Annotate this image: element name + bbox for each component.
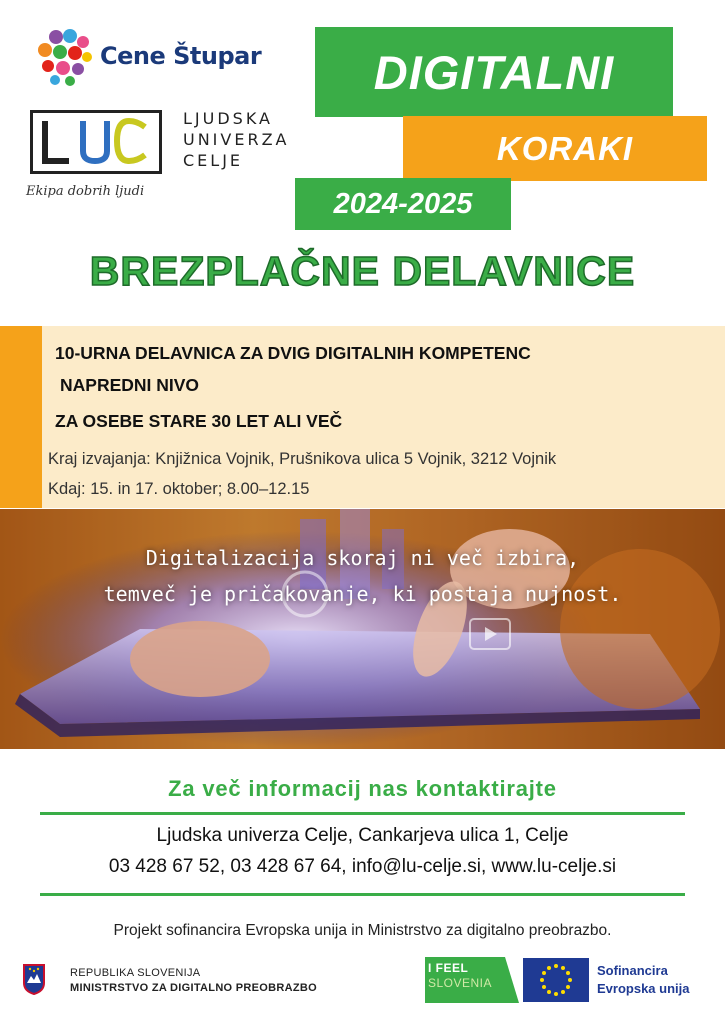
contact-divider-top	[40, 812, 685, 815]
eu-line-1: Sofinancira	[597, 963, 668, 978]
republika-label: REPUBLIKA SLOVENIJA	[70, 967, 201, 979]
eu-flag	[523, 958, 589, 1002]
luc-line-3: CELJE	[183, 151, 244, 170]
luc-line-2: UNIVERZA	[183, 130, 290, 149]
headline: BREZPLAČNE DELAVNICE	[89, 248, 636, 294]
luc-letters-icon	[33, 113, 159, 171]
photo-quote-line-1: Digitalizacija skoraj ni več izbira,	[145, 546, 580, 570]
eu-stars-icon	[523, 958, 589, 1002]
luc-name	[183, 108, 289, 171]
eu-line-2: Evropska unija	[597, 981, 690, 996]
ministrstvo-label: MINISTRSTVO ZA DIGITALNO PREOBRAZBO	[70, 982, 317, 994]
eu-cofinance-label	[597, 962, 689, 998]
ifeel-line-1: I FEEL	[428, 961, 469, 975]
cene-stupar-logo	[36, 28, 262, 86]
luc-logo	[30, 110, 162, 174]
info-line-2: NAPREDNI NIVO	[60, 375, 200, 395]
cofinance-note: Projekt sofinancira Evropska unija in Ministrstvo za digitalno preobrazbo.	[113, 922, 612, 939]
koraki-title: KORAKI	[496, 129, 634, 167]
cene-stupar-name: Cene Štupar	[100, 42, 262, 70]
info-line-3: ZA OSEBE STARE 30 LET ALI VEČ	[55, 411, 343, 431]
tablet-photo	[0, 509, 725, 749]
year-label: 2024-2025	[333, 187, 473, 220]
luc-line-1: LJUDSKA	[183, 109, 273, 128]
cene-stupar-dots-icon	[36, 28, 98, 86]
ifeel-line-2: SLOVENIA	[428, 976, 493, 990]
contact-address: Ljudska univerza Celje, Cankarjeva ulica 1, Celje	[156, 825, 569, 846]
digitalni-title: DIGITALNI	[373, 45, 615, 99]
info-band-accent	[0, 326, 42, 508]
contact-phones: 03 428 67 52, 03 428 67 64, info@lu-celje.si, www.lu-celje.si	[108, 856, 617, 877]
contact-divider-bottom	[40, 893, 685, 896]
info-when: Kdaj: 15. in 17. oktober; 8.00–12.15	[48, 480, 310, 498]
info-line-1: 10-URNA DELAVNICA ZA DVIG DIGITALNIH KOMPETENC	[55, 343, 531, 363]
contact-heading: Za več informacij nas kontaktirajte	[168, 776, 557, 801]
ministry-name	[70, 966, 317, 996]
photo-quote-line-2: temveč je pričakovanje, ki postaja nujnost.	[103, 582, 622, 606]
luc-signature: Ekipa dobrih ljudi	[26, 184, 145, 199]
info-location: Kraj izvajanja: Knjižnica Vojnik, Prušnikova ulica 5 Vojnik, 3212 Vojnik	[48, 450, 557, 468]
tablet-photo-image	[0, 509, 725, 749]
i-feel-slovenia-logo	[425, 957, 519, 1003]
slovenia-coat-of-arms-icon	[22, 963, 46, 995]
